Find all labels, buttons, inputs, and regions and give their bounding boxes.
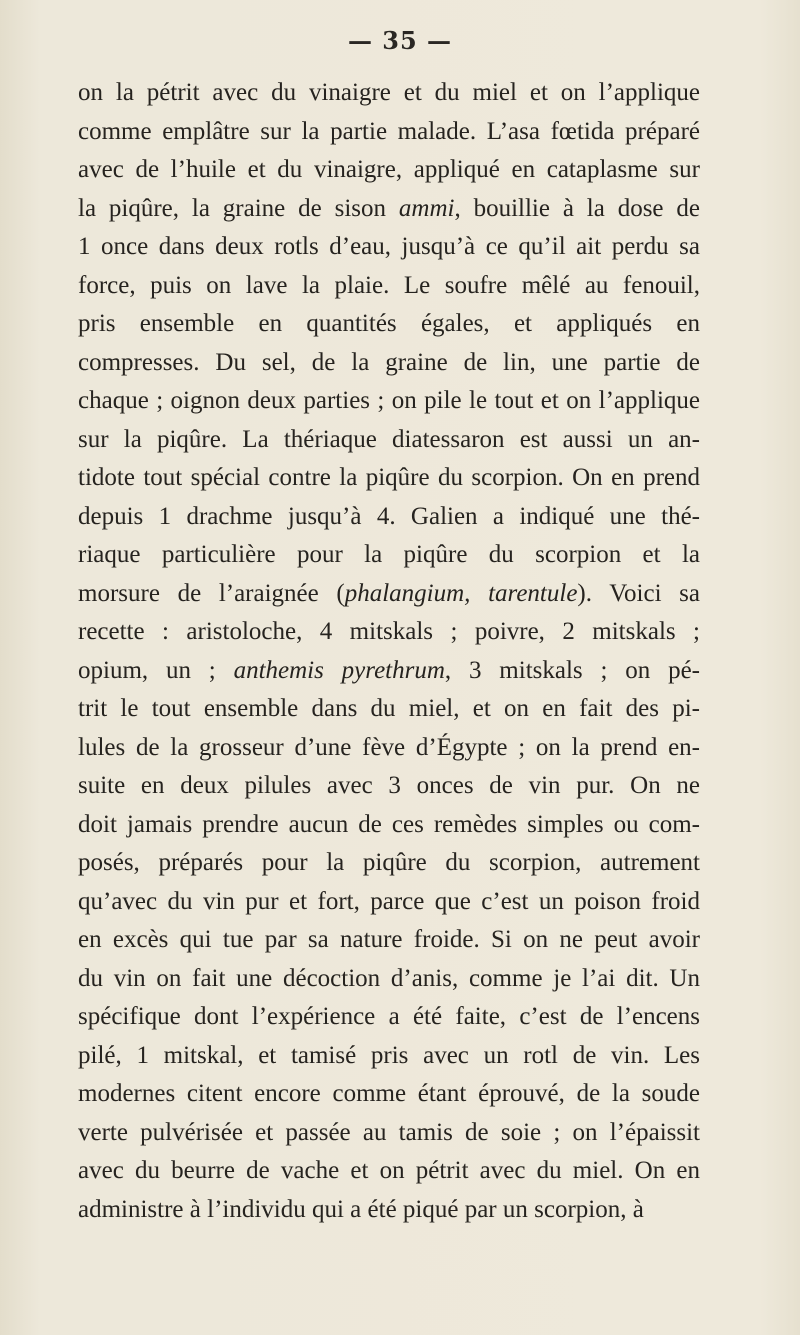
text-line: avec du beurre de vache et on pétrit avec du miel. On en — [78, 1157, 700, 1184]
text-line: comme emplâtre sur la partie malade. L’asa fœtida préparé — [78, 117, 700, 145]
text-line: riaque particulière pour la piqûre du scorpion et la — [78, 541, 700, 568]
text-line: sur la piqûre. La thériaque diatessaron est aussi un an- — [78, 425, 700, 453]
text-line: opium, un ; anthemis pyrethrum, 3 mitskals ; on pé- — [78, 656, 700, 684]
text-line: posés, préparés pour la piqûre du scorpion, autrement — [78, 849, 700, 876]
page-number: — 35 — — [347, 26, 453, 55]
text-line: doit jamais prendre aucun de ces remèdes simples ou com- — [78, 810, 700, 838]
italic-term: phalangium, tarentule — [344, 579, 578, 607]
text-line: chaque ; oignon deux parties ; on pile le tout et on l’applique — [78, 387, 700, 414]
text-line: modernes citent encore comme étant éprouvé, de la soude — [78, 1080, 700, 1107]
text-line: qu’avec du vin pur et fort, parce que c’est un poison froid — [78, 887, 700, 915]
text-line: recette : aristoloche, 4 mitskals ; poivre, 2 mitskals ; — [78, 618, 700, 645]
text-line: compresses. Du sel, de la graine de lin, une partie de — [78, 348, 700, 376]
text-line: 1 once dans deux rotls d’eau, jusqu’à ce qu’il ait perdu sa — [78, 233, 700, 260]
text-line: tidote tout spécial contre la piqûre du scorpion. On en prend — [78, 464, 700, 491]
italic-term: anthemis pyrethrum — [233, 656, 445, 684]
text-line: depuis 1 drachme jusqu’à 4. Galien a indiqué une thé- — [78, 502, 700, 530]
text-line: spécifique dont l’expérience a été faite, c’est de l’encens — [78, 1003, 700, 1030]
text-line: avec de l’huile et du vinaigre, appliqué en cataplasme sur — [78, 156, 700, 183]
body-text — [78, 74, 700, 1229]
text-line: on la pétrit avec du vinaigre et du miel et on l’applique — [78, 79, 700, 106]
text-line: pris ensemble en quantités égales, et appliqués en — [78, 310, 700, 337]
text-line: morsure de l’araignée (phalangium, tarentule). Voici sa — [78, 579, 700, 607]
text-line: suite en deux pilules avec 3 onces de vin pur. On ne — [78, 772, 700, 799]
text-line: lules de la grosseur d’une fève d’Égypte ; on la prend en- — [78, 733, 700, 761]
text-line: administre à l’individu qui a été piqué par un scorpion, à — [78, 1195, 644, 1223]
text-line: trit le tout ensemble dans du miel, et on en fait des pi- — [78, 695, 700, 722]
text-line: force, puis on lave la plaie. Le soufre mêlé au fenouil, — [78, 271, 700, 299]
text-line: pilé, 1 mitskal, et tamisé pris avec un rotl de vin. Les — [78, 1041, 700, 1069]
text-line: du vin on fait une décoction d’anis, comme je l’ai dit. Un — [78, 964, 700, 992]
text-line: la piqûre, la graine de sison ammi, bouillie à la dose de — [78, 194, 700, 222]
text-line: en excès qui tue par sa nature froide. Si on ne peut avoir — [78, 926, 700, 953]
text-line: verte pulvérisée et passée au tamis de soie ; on l’épaissit — [78, 1118, 700, 1146]
italic-term: ammi — [398, 194, 455, 222]
